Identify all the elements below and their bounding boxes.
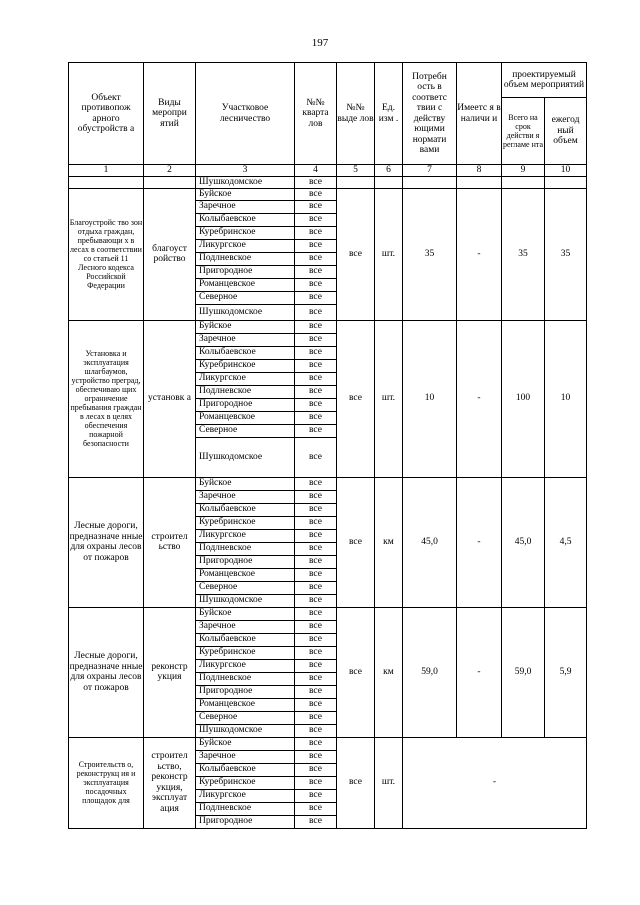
forestry-cell: Шушкодомское [196,724,295,737]
quarters-cell: все [295,200,337,213]
groups-body [69,188,587,828]
unit-cell: км [375,607,403,737]
plots-cell: все [337,188,375,320]
col-number: 6 [375,165,403,177]
page-number: 197 [311,37,329,49]
forestry-cell: Романцевское [196,278,295,291]
available-cell: - [457,188,502,320]
quarters-cell: все [295,411,337,424]
norm-cell: 45,0 [403,477,457,607]
quarters-cell: все [295,188,337,200]
forestry-cell: Подлневское [196,802,295,815]
col-number: 2 [144,165,196,177]
quarters-cell: все [295,333,337,346]
forestry-cell: Северное [196,424,295,437]
total-cell: 59,0 [502,607,545,737]
quarters-cell: все [295,750,337,763]
col-number: 4 [295,165,337,177]
quarters-cell: все [295,776,337,789]
forestry-cell: Заречное [196,333,295,346]
forestry-cell: Пригородное [196,555,295,568]
quarters-cell: все [295,555,337,568]
header-annual: ежегод ный объем [545,98,587,165]
forestry-cell: Колыбаевское [196,633,295,646]
table-row [69,188,587,200]
total-cell: 100 [502,320,545,477]
table-row [69,607,587,620]
quarters-cell: все [295,568,337,581]
merged-value-cell: - [403,737,587,828]
annual-cell: 5,9 [545,607,587,737]
table-row [69,737,587,750]
available-cell: - [457,320,502,477]
plots-cell: все [337,737,375,828]
forestry-cell: Колыбаевское [196,213,295,226]
forestry-cell: Куребринское [196,226,295,239]
quarters-cell: все [295,398,337,411]
quarters-cell: все [295,265,337,278]
forestry-cell: Пригородное [196,685,295,698]
quarters-cell: все [295,646,337,659]
quarters-cell: все [295,226,337,239]
forestry-cell: Шушкодомское [196,437,295,477]
annual-cell: 10 [545,320,587,477]
quarters-cell: все [295,372,337,385]
activity-cell: строител ьство [144,477,196,607]
forestry-cell: Куребринское [196,776,295,789]
forestry-cell: Пригородное [196,265,295,278]
column-numbers-row [69,165,587,177]
object-cell: Лесные дороги, предназначе нные для охраны лесов от пожаров [69,477,144,607]
forestry-cell: Колыбаевское [196,503,295,516]
quarters-cell: все [295,437,337,477]
forestry-cell: Куребринское [196,359,295,372]
quarters-cell: все [295,594,337,607]
quarters-cell: все [295,304,337,320]
quarters-cell: все [295,477,337,490]
header-unit: Ед. изм . [375,63,403,165]
plots-cell: все [337,477,375,607]
forestry-cell: Северное [196,291,295,304]
forestry-cell: Романцевское [196,698,295,711]
quarters-cell: все [295,252,337,265]
forestry-cell: Колыбаевское [196,346,295,359]
object-cell: Установка и эксплуатация шлагбаумов, устройство преград, обеспечиваю щих ограничение пребывания граждан в лесах в целях обеспечения пожарной безопасности [69,320,144,477]
forestry-cell: Заречное [196,750,295,763]
object-cell: Строительств о, реконструкц ия и эксплуатация посадочных площадок для [69,737,144,828]
quarters-cell: все [295,503,337,516]
norm-cell: 35 [403,188,457,320]
unit-cell: шт. [375,188,403,320]
forestry-cell: Северное [196,581,295,594]
quarters-cell: все [295,633,337,646]
activity-cell: строител ьство, реконстр укция, эксплуат ация [144,737,196,828]
object-cell: Благоустройс тво зон отдыха граждан, пребывающи х в лесах в соответствии со статьей 11 Лесного кодекса Российской Федерации [69,188,144,320]
quarters-cell: все [295,724,337,737]
quarters-cell: все [295,737,337,750]
available-cell: - [457,607,502,737]
norm-cell: 59,0 [403,607,457,737]
quarters-cell: все [295,542,337,555]
forestry-cell: Пригородное [196,398,295,411]
quarters-cell: все [295,346,337,359]
quarters-cell: все [295,789,337,802]
header-activity: Виды меропри ятий [144,63,196,165]
header-norm: Потребн ость в соответс твии с действу ющими нормати вами [403,63,457,165]
quarters-cell: все [295,516,337,529]
col-number: 5 [337,165,375,177]
quarters-cell: все [295,239,337,252]
unit-cell: шт. [375,320,403,477]
quarters-cell: все [295,581,337,594]
forestry-cell: Буйское [196,607,295,620]
available-cell: - [457,477,502,607]
norm-cell: 10 [403,320,457,477]
quarters-cell: все [295,529,337,542]
quarters-cell: все [295,698,337,711]
forestry-cell: Романцевское [196,568,295,581]
quarters-cell: все [295,213,337,226]
quarters-cell: все [295,291,337,304]
forestry-cell: Буйское [196,737,295,750]
forestry-cell: Шушкодомское [196,304,295,320]
col-number: 8 [457,165,502,177]
header-row [69,63,587,98]
forestry-cell: Подлневское [196,385,295,398]
col-number: 7 [403,165,457,177]
forestry-cell: Куребринское [196,516,295,529]
annual-cell: 35 [545,188,587,320]
quarters-cell: все [295,278,337,291]
forestry-cell: Буйское [196,477,295,490]
forestry-cell: Ликургское [196,529,295,542]
col-number: 10 [545,165,587,177]
forestry-cell: Подлневское [196,252,295,265]
forestry-cell: Ликургское [196,659,295,672]
table-row [69,176,587,188]
forestry-cell: Пригородное [196,815,295,828]
col-number: 1 [69,165,144,177]
header-available: Имеетс я в наличи и [457,63,502,165]
table-row [69,477,587,490]
quarters-cell: все [295,424,337,437]
forestry-cell: Ликургское [196,239,295,252]
forestry-cell: Куребринское [196,646,295,659]
table-row [69,320,587,333]
forestry-cell: Подлневское [196,542,295,555]
forestry-cell: Северное [196,711,295,724]
quarters-cell: все [295,320,337,333]
quarters-cell: все [295,607,337,620]
total-cell: 45,0 [502,477,545,607]
quarters-cell: все [295,385,337,398]
object-cell: Лесные дороги, предназначе нные для охраны лесов от пожаров [69,607,144,737]
activity-cell: реконстр укция [144,607,196,737]
quarters-cell: все [295,659,337,672]
forestry-cell: Заречное [196,200,295,213]
forestry-cell: Заречное [196,490,295,503]
header-planned-volume: проектируемый объем мероприятий [502,63,587,98]
forestry-cell: Романцевское [196,411,295,424]
header-total: Всего на срок действи я регламе нта [502,98,545,165]
forestry-cell: Заречное [196,620,295,633]
plots-cell: все [337,320,375,477]
unit-cell: км [375,477,403,607]
header-plots: №№ выде лов [337,63,375,165]
forestry-cell: Колыбаевское [196,763,295,776]
quarters-cell: все [295,815,337,828]
forestry-cell: Буйское [196,320,295,333]
col-number: 3 [196,165,295,177]
total-cell: 35 [502,188,545,320]
header-quarters: №№ кварта лов [295,63,337,165]
header-forestry: Участковое лесничество [196,63,295,165]
quarters-cell: все [295,711,337,724]
activity-cell: установк а [144,320,196,477]
forestry-cell: Буйское [196,188,295,200]
forestry-cell: Шушкодомское [196,594,295,607]
quarters-cell: все [295,490,337,503]
annual-cell: 4,5 [545,477,587,607]
plots-cell: все [337,607,375,737]
quarters-cell: все [295,620,337,633]
quarters-cell: все [295,176,337,188]
forestry-cell: Шушкодомское [196,176,295,188]
unit-cell: шт. [375,737,403,828]
fire-measures-table [68,62,587,829]
activity-cell: благоуст ройство [144,188,196,320]
header-object: Объект противопож арного обустройств а [69,63,144,165]
quarters-cell: все [295,672,337,685]
quarters-cell: все [295,359,337,372]
quarters-cell: все [295,685,337,698]
quarters-cell: все [295,763,337,776]
col-number: 9 [502,165,545,177]
forestry-cell: Подлневское [196,672,295,685]
forestry-cell: Ликургское [196,789,295,802]
forestry-cell: Ликургское [196,372,295,385]
quarters-cell: все [295,802,337,815]
